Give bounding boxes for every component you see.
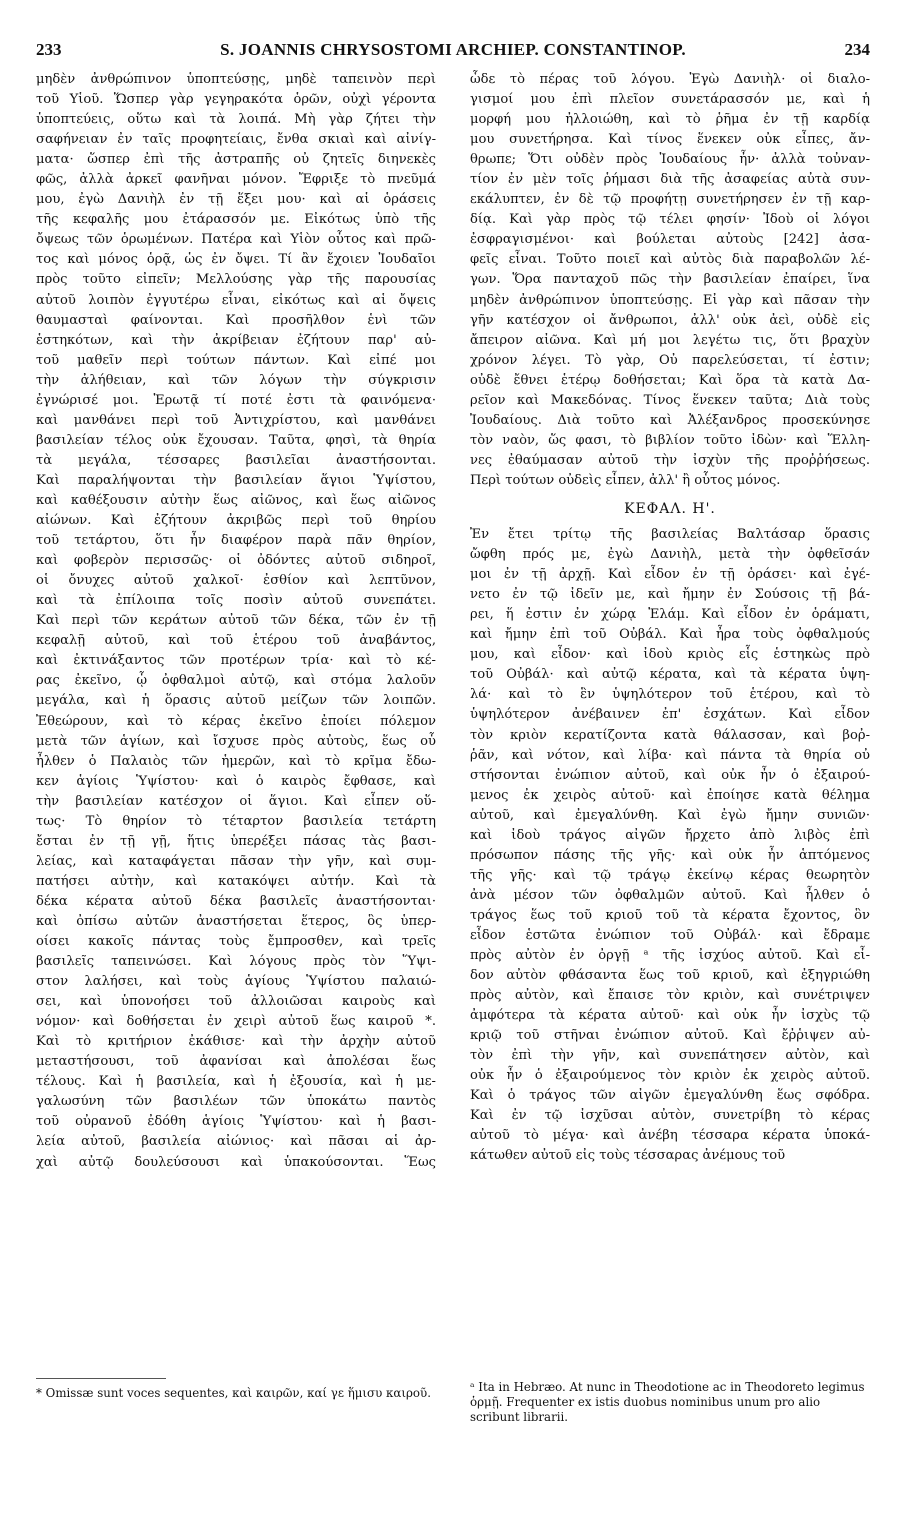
text-line: οὐδὲ ἔθνει ἑτέρῳ δοθήσεται; Καὶ ὅρα τὰ κατὰ Δα-: [470, 372, 870, 388]
text-line: καὶ τὰ ἐπίλοιπα τοῖς ποσὶν αὐτοῦ συνεπάτει.: [36, 593, 436, 609]
text-line: μεταστήσουσι, τοῦ ἀφανίσαι καὶ ἀπολέσαι ἕως: [36, 1054, 436, 1070]
text-line: δίᾳ. Καὶ γὰρ πρὸς τῷ τέλει φησίν· Ἰδοὺ οἱ λόγοι: [470, 212, 870, 228]
running-title: S. JOANNIS CHRYSOSTOMI ARCHIEP. CONSTANTINOP.: [220, 40, 686, 59]
text-line: πατήσει αὐτὴν, καὶ κατακόψει αὐτήν. Καὶ τὰ: [36, 873, 436, 889]
text-line: οἱ ὄνυχες αὐτοῦ χαλκοῖ· ἐσθίον καὶ λεπτῦνον,: [36, 573, 436, 589]
text-line: βασιλεῖς ταπεινώσει. Καὶ λόγους πρὸς τὸν Ὕψι-: [36, 954, 436, 970]
text-line: Καὶ ἐν τῷ ἰσχῦσαι αὐτὸν, συνετρίβη τὸ κέρας: [470, 1108, 870, 1124]
text-line: ἔσται ἐν τῇ γῇ, ἥτις ὑπερέξει πάσας τὰς βασι-: [36, 833, 436, 849]
text-line: πρὸς τοῦτο εἰπεῖν; Μελλούσης γὰρ τῆς παρουσίας: [36, 272, 436, 288]
text-line: τῆς κεφαλῆς μου ἐτάρασσόν με. Εἰκότως ὑπὸ τῆς: [36, 212, 436, 228]
text-line: μεγάλα, καὶ ἡ ὅρασις αὐτοῦ μείζων τῶν λοιπῶν.: [36, 693, 436, 709]
text-line: μηδὲν ἀνθρώπινον ὑποπτεύσῃς. Εἰ γὰρ καὶ πᾶσαν τὴν: [470, 292, 870, 308]
text-line: βασιλείαν τέλος οὐκ ἔχουσαν. Ταῦτα, φησὶ, τὰ θηρία: [36, 432, 436, 448]
text-line: τῆς γῆς· καὶ τῷ τράγῳ ἐκείνῳ κέρας θεωρητὸν: [470, 867, 870, 883]
text-line: καὶ ὀπίσω αὐτῶν ἀναστήσεται ἕτερος, ὃς ὑπερ-: [36, 913, 436, 929]
text-line: γῆν κατέσχον οἱ ἄνθρωποι, ἀλλ' οὐκ ἀεὶ, οὐδὲ εἰς: [470, 312, 870, 328]
right-column: [470, 70, 870, 1167]
text-line: ρεῖον καὶ Μακεδόνας. Τίνος ἕνεκεν ταῦτα; Διὰ τοὺς: [470, 392, 870, 408]
text-line: νες ἐθαύμασαν αὐτοῦ τὴν ἰσχὺν τῆς προῤῥήσεως.: [470, 452, 870, 468]
text-line: δέκα κέρατα αὐτοῦ δέκα βασιλεῖς ἀναστήσονται·: [36, 893, 436, 909]
text-line: αἰώνων. Καὶ ἐζήτουν ἀκριβῶς περὶ τοῦ θηρίου: [36, 513, 436, 529]
text-line: μου, καὶ εἶδον· καὶ ἰδοὺ κριὸς εἷς ἑστηκὼς πρὸ: [470, 647, 870, 663]
text-line: τοῦ Οὐβάλ· καὶ αὐτῷ κέρατα, καὶ τὰ κέρατα ὑψη-: [470, 667, 870, 683]
text-line: σαφήνειαν ἐν ταῖς προφητείαις, ἔνθα σκιαὶ καὶ αἰνίγ-: [36, 132, 436, 148]
section-heading: ΚΕΦΑΛ. Η'.: [624, 500, 716, 517]
text-line: αὐτοῦ τὸ μέγα· καὶ ἀνέβη τέσσαρα κέρατα ὑποκά-: [470, 1128, 870, 1144]
text-line: δον αὐτὸν φθάσαντα ἕως τοῦ κριοῦ, καὶ ἐξηγριώθη: [470, 968, 870, 984]
text-line: ἄπειρον αἰῶνα. Καὶ μή μοι λεγέτω τις, ὅτι βραχὺν: [470, 332, 870, 348]
text-line: μηδὲν ἀνθρώπινον ὑποπτεύσῃς, μηδὲ ταπεινὸν περὶ: [36, 72, 436, 87]
text-line: καὶ ἐκτινάξαντος τῶν προτέρων τρία· καὶ τὸ κέ-: [36, 653, 436, 669]
text-line: τὴν βασιλείαν κατέσχον οἱ ἅγιοι. Καὶ εἶπεν οὕ-: [36, 793, 436, 809]
text-line: Ἰουδαίους. Διὰ τοῦτο καὶ Ἀλέξανδρος προσεκύνησε: [470, 412, 870, 428]
text-line: Καὶ παραλήψονται τὴν βασιλείαν ἅγιοι Ὑψίστου,: [36, 472, 436, 488]
text-line: Καὶ περὶ τῶν κεράτων αὐτοῦ τῶν δέκα, τῶν ἐν τῇ: [36, 613, 436, 629]
text-line: ὄψεως τῶν ὁρωμένων. Πατέρα καὶ Υἱὸν οὗτος καὶ πρῶ-: [36, 232, 436, 248]
running-header: [36, 40, 870, 66]
text-line: καὶ ἰδοὺ τράγος αἰγῶν ἤρχετο ἀπὸ λιβὸς ἐπὶ: [470, 827, 870, 843]
text-line: κεν ἁγίοις Ὑψίστου· καὶ ὁ καιρὸς ἔφθασε, καὶ: [36, 773, 436, 789]
text-line: γαλωσύνη τῶν βασιλέων τῶν ὑποκάτω παντὸς: [36, 1094, 436, 1110]
text-line: Ἐν ἔτει τρίτῳ τῆς βασιλείας Βαλτάσαρ ὅρασις: [470, 527, 870, 543]
text-line: καὶ φοβερὸν περισσῶς· οἱ ὀδόντες αὐτοῦ σιδηροῖ,: [36, 553, 436, 569]
text-line: εκάλυπτεν, ἐν δὲ τῷ προφήτῃ συνετήρησεν ἐν τῇ καρ-: [470, 192, 870, 208]
text-line: ὑποπτεύεις, οὕτω καὶ τὰ λοιπά. Μὴ γὰρ ζήτει τὴν: [36, 112, 436, 128]
text-line: ὤφθη πρός με, ἐγὼ Δανιὴλ, μετὰ τὴν ὀφθεῖσάν: [470, 547, 870, 563]
text-line: τοῦ Υἱοῦ. Ὥσπερ γὰρ γεγηρακότα ὁρῶν, οὐχὶ γέροντα: [36, 92, 436, 108]
text-line: τράγος ἕως τοῦ κριοῦ τοῦ τὰ κέρατα ἔχοντος, ὃν: [470, 907, 870, 923]
text-line: τὸν κριὸν κερατίζοντα κατὰ θάλασσαν, καὶ βοῤ-: [470, 727, 870, 743]
text-line: ἀμφότερα τὰ κέρατα αὐτοῦ· καὶ οὐκ ἦν ἰσχὺς τῷ: [470, 1008, 870, 1024]
text-line: φῶς, ἀλλὰ ἀρκεῖ φανῆναι μόνον. Ἔφριξε τὸ πνεῦμά: [36, 172, 436, 188]
text-line: τοῦ τετάρτου, ὅτι ἦν διαφέρον παρὰ πᾶν θηρίον,: [36, 533, 436, 549]
text-line: μετὰ τῶν ἁγίων, καὶ ἴσχυσε πρὸς αὐτοὺς, ἕως οὗ: [36, 733, 436, 749]
text-line: τίον ἐν μὲν τοῖς ῥήμασι διὰ τῆς ἀσαφείας αὐτὰ συν-: [470, 172, 870, 188]
text-line: νετο ἐν τῷ ἰδεῖν με, καὶ ἤμην ἐν Σούσοις τῇ βά-: [470, 587, 870, 603]
text-line: τὴν ἀλήθειαν, καὶ τῶν λόγων τὴν σύγκρισιν: [36, 372, 436, 388]
text-line: στήσονται ἐνώπιον αὐτοῦ, καὶ οὐκ ἦν ὁ ἐξαιρού-: [470, 767, 870, 783]
text-line: Καὶ τὸ κριτήριον ἐκάθισε· καὶ τὴν ἀρχὴν αὐτοῦ: [36, 1034, 436, 1050]
text-line: Καὶ ὁ τράγος τῶν αἰγῶν ἐμεγαλύνθη ἕως σφόδρα.: [470, 1088, 870, 1104]
text-line: τοῦ μαθεῖν περὶ τούτων πάντων. Καὶ εἰπέ μοι: [36, 352, 436, 368]
text-line: Ἐθεώρουν, καὶ τὸ κέρας ἐκεῖνο ἐποίει πόλεμον: [36, 713, 436, 729]
text-line: λά· καὶ τὸ ἓν ὑψηλότερον τοῦ ἑτέρου, καὶ τὸ: [470, 687, 870, 703]
right-column-text-a: [470, 70, 870, 491]
text-line: ὧδε τὸ πέρας τοῦ λόγου. Ἐγὼ Δανιὴλ· οἱ διαλο-: [470, 72, 870, 87]
text-line: μοι ἐν τῇ ἀρχῇ. Καὶ εἶδον ἐν τῇ ὁράσει· καὶ ἐγέ-: [470, 567, 870, 583]
text-line: ρας ἐκεῖνο, ᾧ ὀφθαλμοὶ αὐτῷ, καὶ στόμα λαλοῦν: [36, 673, 436, 689]
text-line: ὑψηλότερον ἀνέβαινεν ἐπ' ἐσχάτων. Καὶ εἶδον: [470, 707, 870, 723]
text-line: Περὶ τούτων οὐδεὶς εἶπεν, ἀλλ' ἢ οὗτος μόνος.: [470, 472, 781, 488]
text-line: μορφή μου ἠλλοιώθη, καὶ τὸ ῥῆμα ἐν τῇ καρδίᾳ: [470, 112, 870, 128]
text-line: χαὶ αὐτῷ δουλεύσουσι καὶ ὑπακούσονται. Ἕως: [36, 1154, 436, 1170]
text-line: καὶ μανθάνει περὶ τοῦ Ἀντιχρίστου, καὶ μανθάνει: [36, 412, 436, 428]
text-line: λείας, καὶ καταφάγεται πᾶσαν τὴν γῆν, καὶ συμ-: [36, 853, 436, 869]
text-line: γων. Ὅρα πανταχοῦ πῶς τὴν βασιλείαν ἐπαίρει, ἵνα: [470, 272, 870, 288]
text-line: φεῖς εἶναι. Τοῦτο ποιεῖ καὶ αὐτὸς διὰ παραβολῶν λέ-: [470, 252, 870, 268]
text-line: στον λαλήσει, καὶ τοὺς ἁγίους Ὑψίστου παλαιώ-: [36, 974, 436, 990]
text-line: ἦλθεν ὁ Παλαιὸς τῶν ἡμερῶν, καὶ τὸ κρῖμα ἔδω-: [36, 753, 436, 769]
text-line: ρει, ἥ ἐστιν ἐν χώρᾳ Ἐλάμ. Καὶ εἶδον ἐν ὁράματι,: [470, 607, 870, 623]
text-line: ἐγνώρισέ μοι. Ἐρωτᾷ τί ποτέ ἐστι τὰ φαινόμενα·: [36, 392, 436, 408]
text-line: χρόνον λέγει. Τὸ γὰρ, Οὐ παρελεύσεται, τί ἐστιν;: [470, 352, 870, 368]
page-number-left: 233: [36, 40, 62, 59]
text-line: τὸν ἐπὶ τὴν γῆν, καὶ συνεπάτησεν αὐτὸν, καὶ: [470, 1048, 870, 1064]
text-line: ἑστηκότων, καὶ τὴν ἀκρίβειαν ἐζήτουν παρ' αὐ-: [36, 332, 436, 348]
text-line: τὰ μεγάλα, τέσσαρες βασιλεῖαι ἀναστήσονται.: [36, 452, 436, 468]
page-number-right: 234: [844, 40, 870, 59]
text-line: ἐσφραγισμένοι· καὶ βούλεται αὐτοὺς [242] ἀσα-: [470, 232, 870, 248]
text-line: πρόσωπον πάσης τῆς γῆς· καὶ οὐκ ἦν ἁπτόμενος: [470, 847, 870, 863]
text-line: αὐτοῦ, καὶ ἐμεγαλύνθη. Καὶ ἐγὼ ἤμην συνιῶν·: [470, 807, 870, 823]
text-line: μενος ἐκ χειρὸς αὐτοῦ· καὶ ἐποίησε κατὰ θέλημα: [470, 787, 870, 803]
right-column-text-b: [470, 525, 870, 1167]
footnote-left: * Omissæ sunt voces sequentes, καὶ καιρῶν, καί γε ἥμισυ καιροῦ.: [36, 1386, 431, 1400]
text-line: τέλους. Καὶ ἡ βασιλεία, καὶ ἡ ἐξουσία, καὶ ἡ με-: [36, 1074, 436, 1090]
text-line: νόμον· καὶ δοθήσεται ἐν χειρὶ αὐτοῦ ἕως καιροῦ *.: [36, 1014, 436, 1030]
text-line: ῥᾶν, καὶ νότον, καὶ λίβα· καὶ πάντα τὰ θηρία οὐ: [470, 747, 870, 763]
text-line: σει, καὶ ὑπονοήσει τοῦ ἀλλοιῶσαι καιροὺς καὶ: [36, 994, 436, 1010]
text-line: θρωπε; Ὅτι οὐδὲν πρὸς Ἰουδαίους ἦν· ἀλλὰ τοὐναν-: [470, 152, 870, 168]
left-column: [36, 70, 436, 1173]
footnote-right: ᵃ Ita in Hebræo. At nunc in Theodotione ac in Theodoreto legimus ὁρμῇ. Frequenter ex istis duobus nominibus unum pro alio scribunt librarii.: [470, 1380, 865, 1424]
text-line: πρὸς αὐτὸν ἐν ὀργῇ ᵃ τῆς ἰσχύος αὐτοῦ. Καὶ εἶ-: [470, 948, 870, 964]
text-line: πρὸς αὐτὸν, καὶ ἔπαισε τὸν κριὸν, καὶ συνέτριψεν: [470, 988, 870, 1004]
text-line: κριῷ τοῦ στῆναι ἐνώπιον αὐτοῦ. Καὶ ἔῤῥιψεν αὐ-: [470, 1028, 870, 1044]
footnote-rule-left: [36, 1378, 166, 1379]
text-line: γισμοί μου ἐπὶ πλεῖον συνετάρασσόν με, καὶ ἡ: [470, 92, 870, 108]
text-line: κάτωθεν αὐτοῦ εἰς τοὺς τέσσαρας ἀνέμους τοῦ: [470, 1148, 786, 1164]
text-line: θαυμασταὶ φαίνονται. Καὶ προσῆλθον ἑνὶ τῶν: [36, 312, 436, 328]
text-line: κεφαλῇ αὐτοῦ, καὶ τοῦ ἑτέρου τοῦ ἀναβάντος,: [36, 633, 436, 649]
text-line: τὸν ναὸν, ὥς φασι, τὸ βιβλίον τοῦτο ἰδὼν· καὶ Ἕλλη-: [470, 432, 870, 448]
text-line: λεία αὐτοῦ, βασιλεία αἰώνιος· καὶ πᾶσαι αἱ ἀρ-: [36, 1134, 436, 1150]
text-line: αὐτοῦ λοιπὸν ἐγγυτέρω εἶναι, εἰκότως καὶ αἱ ὄψεις: [36, 292, 436, 308]
text-line: εἶδον ἑστῶτα ἐνώπιον τοῦ Οὐβάλ· καὶ ἔδραμε: [470, 927, 870, 943]
text-line: τως· Τὸ θηρίον τὸ τέταρτον βασιλεία τετάρτη: [36, 813, 436, 829]
text-line: οὐκ ἦν ὁ ἐξαιρούμενος τὸν κριὸν ἐκ χειρὸς αὐτοῦ.: [470, 1068, 870, 1084]
text-line: μου, ἐγὼ Δανιὴλ ἐν τῇ ἕξει μου· καὶ αἱ ὁράσεις: [36, 192, 436, 208]
text-line: τος καὶ μόνος ὁρᾷ, ὡς ἐν ὄψει. Τί ἂν ἔχοιεν Ἰουδαῖοι: [36, 252, 436, 268]
text-line: καὶ ἤμην ἐπὶ τοῦ Οὐβάλ. Καὶ ἦρα τοὺς ὀφθαλμούς: [470, 627, 870, 643]
text-line: μου συνετήρησα. Καὶ τίνος ἕνεκεν οὐκ εἶπες, ἄν-: [470, 132, 870, 148]
text-line: καὶ καθέξουσιν αὐτὴν ἕως αἰῶνος, καὶ ἕως αἰῶνος: [36, 492, 436, 508]
text-line: οίσει κακοῖς πάντας τοὺς ἔμπροσθεν, καὶ τρεῖς: [36, 934, 436, 950]
text-line: τοῦ οὐρανοῦ ἐδόθη ἁγίοις Ὑψίστου· καὶ ἡ βασι-: [36, 1114, 436, 1130]
text-line: ματα· ὥσπερ ἐπὶ τῆς ἀστραπῆς οὐ ζητεῖς διηνεκὲς: [36, 152, 436, 168]
text-line: ἀνὰ μέσον τῶν ὀφθαλμῶν αὐτοῦ. Καὶ ἦλθεν ὁ: [470, 887, 870, 903]
